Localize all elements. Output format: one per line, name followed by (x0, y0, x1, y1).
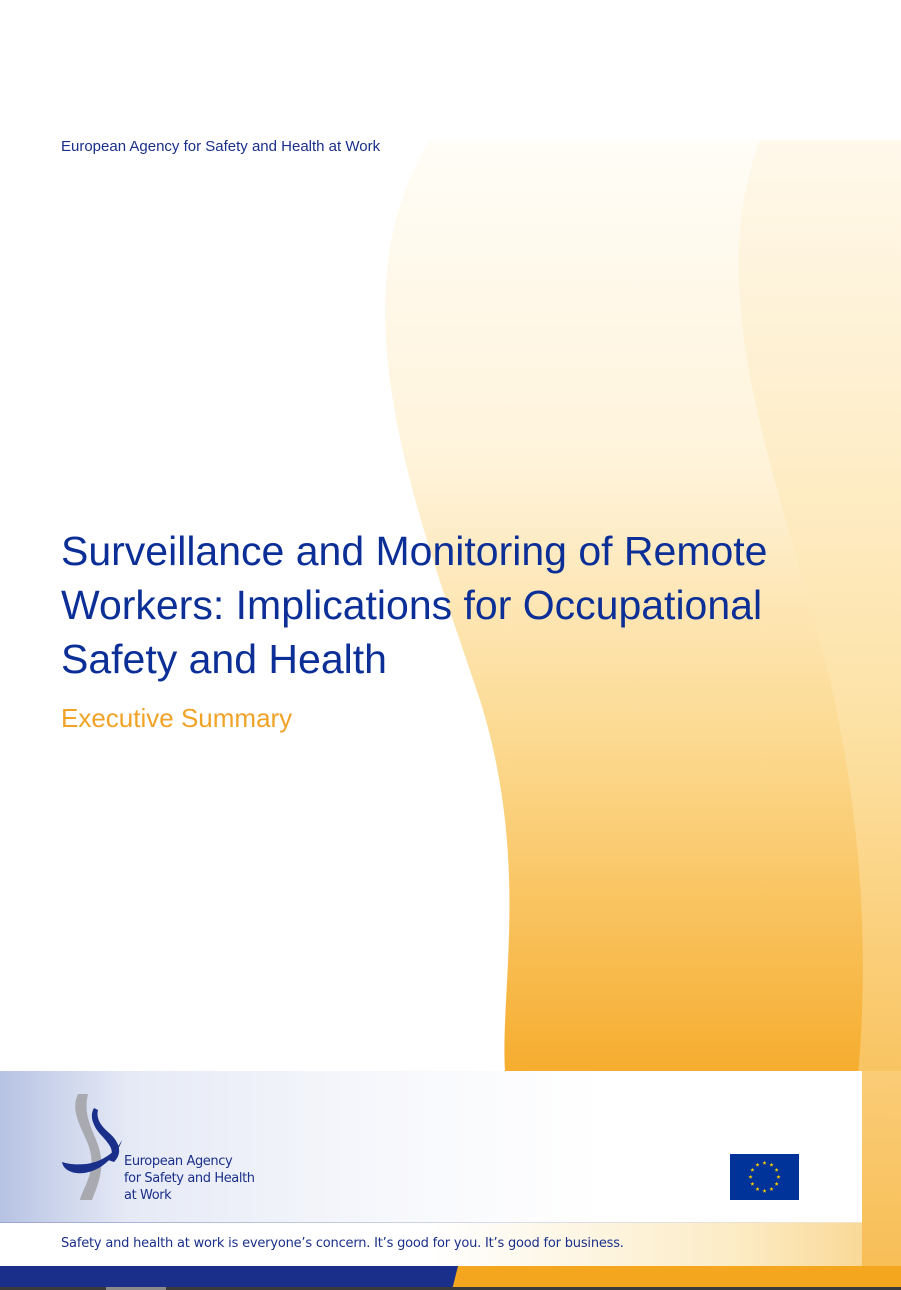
agency-name-header: European Agency for Safety and Health at Work (61, 138, 381, 155)
agency-logo-text (124, 1153, 255, 1204)
eu-flag-icon (730, 1154, 799, 1200)
report-title-line: Safety and Health (61, 636, 387, 682)
agency-logo-icon (58, 1090, 128, 1205)
report-title (61, 524, 841, 686)
report-title-line: Surveillance and Monitoring of Remote (61, 528, 768, 574)
logo-text-line: European Agency (124, 1154, 233, 1169)
logo-text-line: at Work (124, 1188, 172, 1203)
logo-text-line: for Safety and Health (124, 1171, 255, 1186)
report-title-line: Workers: Implications for Occupational (61, 582, 763, 628)
footer-slogan: Safety and health at work is everyone’s concern. It’s good for you. It’s good for business. (61, 1236, 624, 1251)
report-subtitle: Executive Summary (61, 703, 293, 733)
bottom-color-bar (0, 1266, 901, 1290)
